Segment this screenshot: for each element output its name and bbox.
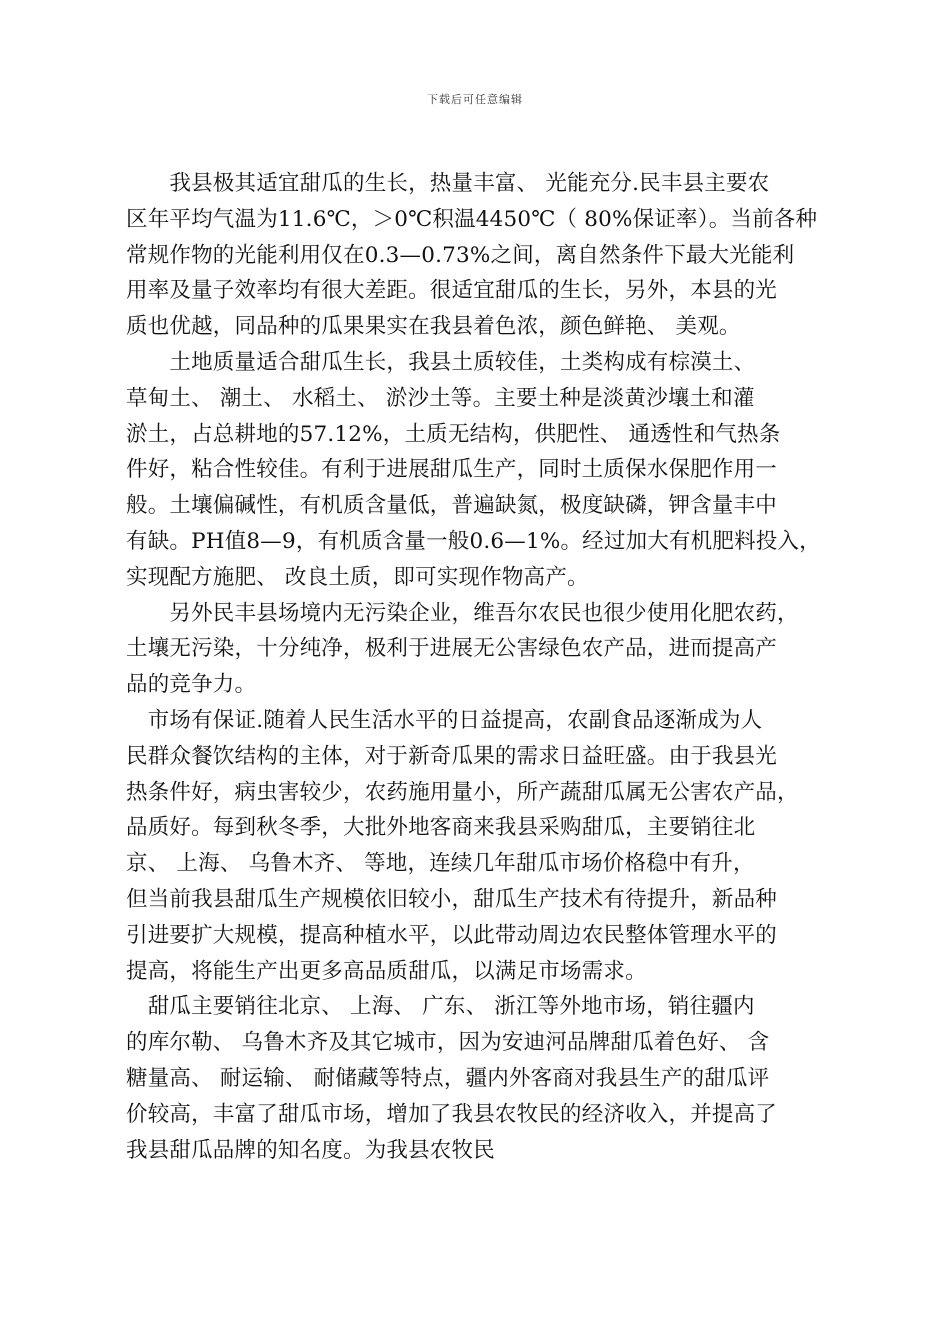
paragraph-climate (126, 166, 838, 345)
paragraph-sales (126, 989, 838, 1168)
text-line: 品的竞争力。 (126, 672, 257, 698)
text-line: 土壤无污染，十分纯净，极利于进展无公害绿色农产品，进而提高产 (126, 636, 778, 662)
text-line: 市场有保证.随着人民生活水平的日益提高，农副食品逐渐成为人 (126, 707, 763, 733)
text-line: 常规作物的光能利用仅在0.3—0.73%之间，离自然条件下最大光能利 (126, 242, 795, 268)
text-line: 件好，粘合性较佳。有利于进展甜瓜生产，同时土质保水保肥作用一 (126, 457, 778, 483)
text-line: 用率及量子效率均有很大差距。很适宜甜瓜的生长，另外，本县的光 (126, 278, 778, 304)
paragraph-pollution (126, 596, 838, 703)
text-line: 的库尔勒、 乌鲁木齐及其它城市，因为安迪河品牌甜瓜着色好、 含 (126, 1030, 770, 1056)
text-line: 品质好。每到秋冬季，大批外地客商来我县采购甜瓜，主要销往北 (126, 815, 756, 841)
text-line: 我县甜瓜品牌的知名度。为我县农牧民 (126, 1137, 495, 1163)
text-line: 京、 上海、 乌鲁木齐、 等地，连续几年甜瓜市场价格稳中有升， (126, 851, 755, 877)
text-line: 民群众餐饮结构的主体，对于新奇瓜果的需求日益旺盛。由于我县光 (126, 743, 778, 769)
text-line: 热条件好，病虫害较少，农药施用量小，所产蔬甜瓜属无公害农产品， (126, 779, 799, 805)
text-line: 质也优越，同品种的瓜果果实在我县着色浓，颜色鲜艳、 美观。 (126, 314, 741, 340)
text-line: 引进要扩大规模，提高种植水平，以此带动周边农民整体管理水平的 (126, 922, 778, 948)
text-line: 淤土，占总耕地的57.12%，土质无结构，供肥性、 通透性和气热条 (126, 421, 781, 447)
text-line: 提高，将能生产出更多高品质甜瓜，以满足市场需求。 (126, 958, 647, 984)
text-line: 糖量高、 耐运输、 耐储藏等特点，疆内外客商对我县生产的甜瓜评 (126, 1065, 770, 1091)
page-header-note: 下载后可任意编辑 (427, 93, 523, 106)
paragraph-soil (126, 345, 838, 596)
paragraph-market (126, 703, 838, 989)
document-body (126, 166, 838, 1168)
text-line: 但当前我县甜瓜生产规模依旧较小，甜瓜生产技术有待提升，新品种 (126, 886, 778, 912)
text-line: 甜瓜主要销往北京、 上海、 广东、 浙江等外地市场，销往疆内 (126, 994, 755, 1020)
text-line: 我县极其适宜甜瓜的生长，热量丰富、 光能充分.民丰县主要农 (126, 171, 770, 196)
text-line: 有缺。PH值8—9，有机质含量一般0.6—1%。经过加大有机肥料投入， (126, 528, 821, 554)
text-line: 般。土壤偏碱性，有机质含量低，普遍缺氮，极度缺磷，钾含量丰中 (126, 493, 778, 519)
text-line: 价较高，丰富了甜瓜市场，增加了我县农牧民的经济收入，并提高了 (126, 1101, 778, 1127)
text-line: 实现配方施肥、 改良土质，即可实现作物高产。 (126, 564, 589, 590)
text-line: 区年平均气温为11.6℃，＞0℃积温4450℃（ 80%保证率）。当前各种 (126, 206, 818, 232)
text-line: 土地质量适合甜瓜生长，我县土质较佳，土类构成有棕漠土、 (126, 349, 756, 375)
text-line: 另外民丰县场境内无污染企业，维吾尔农民也很少使用化肥农药， (126, 600, 799, 626)
text-line: 草甸土、 潮土、 水稻土、 淤沙土等。主要土种是淡黄沙壤土和灌 (126, 385, 755, 411)
